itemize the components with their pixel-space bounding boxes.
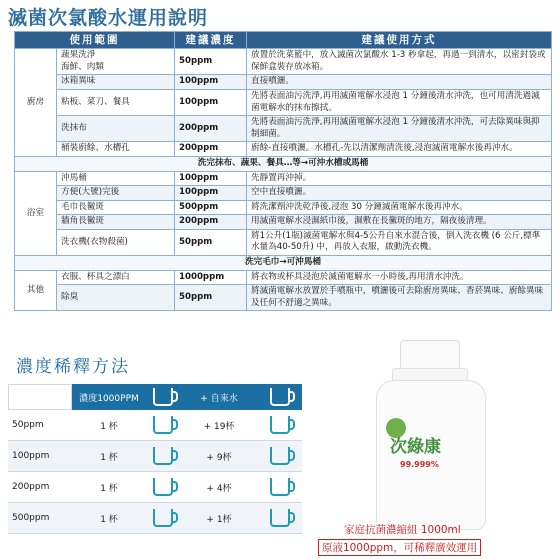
cup-icon xyxy=(153,388,173,406)
category-other: 其他 xyxy=(15,270,57,311)
table-row xyxy=(15,171,552,186)
row-cups: 1 杯 xyxy=(100,514,118,525)
row-ppm: 200ppm xyxy=(12,482,50,492)
product-image xyxy=(304,334,554,559)
header-water: + 自來水 xyxy=(200,393,238,404)
kitchen-note: 洗完抹布、蔬果、餐具…等→可沖水槽或馬桶 xyxy=(15,156,552,171)
row-dose: 100ppm xyxy=(175,171,247,186)
row-dose: 100ppm xyxy=(175,75,247,90)
category-kitchen: 廚房 xyxy=(15,49,57,157)
row-item: 粘板、菜刀、餐具 xyxy=(57,89,175,115)
cup-icon xyxy=(270,478,290,496)
row-item: 蔬果洗淨 海鮮、肉類 xyxy=(57,49,175,75)
row-cups: 1 杯 xyxy=(100,452,118,463)
row-dose: 50ppm xyxy=(175,49,247,75)
product-percent: 99.999% xyxy=(400,460,439,469)
table-row xyxy=(15,200,552,215)
table-row xyxy=(15,89,552,115)
row-dose: 200ppm xyxy=(175,116,247,142)
row-desc: 放置於洗菜籃中，放入滅菌次氯酸水 1-3 秒拿起，再過一到清水，以密封袋或保鮮盒裝存放冰箱。 xyxy=(247,49,552,75)
row-ppm: 100ppm xyxy=(12,451,50,461)
row-desc: 先將表面油污洗淨,再用滅菌電解水浸泡 1 分鐘後清水沖洗，也可用清洗過滅菌電解水的抹布擦拭。 xyxy=(247,89,552,115)
row-water: + 9杯 xyxy=(206,452,232,463)
row-item: 除臭 xyxy=(57,285,175,311)
table-row xyxy=(15,49,552,75)
row-item: 牆角長黴斑 xyxy=(57,215,175,230)
row-item: 洗衣機(衣物殺菌) xyxy=(57,229,175,255)
product-caption: 家庭抗菌濃縮組 1000ml xyxy=(344,524,461,536)
table-note-row xyxy=(15,156,552,171)
cup-icon xyxy=(270,416,290,434)
row-water: + 1杯 xyxy=(206,514,232,525)
header-dose: 建議濃度 xyxy=(175,32,247,49)
table-row xyxy=(8,441,302,472)
table-row xyxy=(8,472,302,503)
row-desc: 將衣物或杯具浸泡於滅菌電解水一小時後,再用清水沖洗。 xyxy=(247,270,552,285)
table-row xyxy=(15,285,552,311)
table-row xyxy=(15,215,552,230)
cup-icon xyxy=(153,478,173,496)
row-item: 洗抹布 xyxy=(57,116,175,142)
dilution-title: 濃度稀釋方法 xyxy=(16,357,130,377)
row-desc: 先靜置再沖掉。 xyxy=(247,171,552,186)
row-item: 桶裝廚餘、水槽孔 xyxy=(57,142,175,157)
table-row xyxy=(15,270,552,285)
row-dose: 500ppm xyxy=(175,200,247,215)
row-desc: 直接噴灑。 xyxy=(247,75,552,90)
table-row xyxy=(15,186,552,201)
row-water: + 19杯 xyxy=(203,421,235,432)
cup-icon xyxy=(270,509,290,527)
bathroom-note: 洗完毛巾→可沖馬桶 xyxy=(15,256,552,271)
table-row xyxy=(15,75,552,90)
row-dose: 200ppm xyxy=(175,215,247,230)
row-desc: 將1公升(1瓶)滅菌電解水與4-5公升自來水混合後，倒入洗衣機 (6 公斤,標準水量為40-50升) 中，再放入衣服，啟動洗衣機。 xyxy=(247,229,552,255)
row-desc: 先將表面油污洗淨,再用滅菌電解水浸泡 1 分鐘後清水沖洗，可去除異味與抑制細菌。 xyxy=(247,116,552,142)
row-water: + 4杯 xyxy=(206,483,232,494)
dilution-table xyxy=(8,384,302,534)
table-row xyxy=(8,503,302,534)
cup-icon xyxy=(270,447,290,465)
row-dose: 50ppm xyxy=(175,285,247,311)
header-method: 建議使用方式 xyxy=(247,32,552,49)
row-ppm: 500ppm xyxy=(12,513,50,523)
row-item: 沖馬桶 xyxy=(57,171,175,186)
row-item: 衣服、杯具之漂白 xyxy=(57,270,175,285)
row-desc: 空中直接噴灑。 xyxy=(247,186,552,201)
cup-icon xyxy=(153,447,173,465)
product-brand: 次綠康 xyxy=(390,437,441,457)
cup-icon xyxy=(153,509,173,527)
row-dose: 200ppm xyxy=(175,142,247,157)
cup-icon xyxy=(270,388,290,406)
row-desc: 廚餘-直接噴灑。水槽孔-先以清潔劑清洗後,浸泡滅菌電解水後再沖水。 xyxy=(247,142,552,157)
table-row xyxy=(15,142,552,157)
row-ppm: 50ppm xyxy=(12,420,44,430)
row-dose: 1000ppm xyxy=(175,270,247,285)
row-desc: 將洗潔劑沖洗乾淨後,浸泡 30 分鐘滅菌電解水後再沖水。 xyxy=(247,200,552,215)
table-row xyxy=(15,116,552,142)
row-item: 冰箱異味 xyxy=(57,75,175,90)
row-dose: 100ppm xyxy=(175,89,247,115)
header-concentrate: 濃度1000PPM xyxy=(79,393,139,404)
table-row xyxy=(8,410,302,441)
row-desc: 用滅菌電解水浸濕紙巾後，濕敷在長黴斑的地方，隔夜後清理。 xyxy=(247,215,552,230)
row-dose: 50ppm xyxy=(175,229,247,255)
usage-table xyxy=(14,31,552,311)
category-bathroom: 浴室 xyxy=(15,171,57,256)
table-note-row xyxy=(15,256,552,271)
row-desc: 將滅菌電解水放置於手噴瓶中，噴灑後可去除廚房異味、香菸異味、廚餘異味及任何不舒適之異味。 xyxy=(247,285,552,311)
row-cups: 1 杯 xyxy=(100,483,118,494)
row-item: 毛巾長黴斑 xyxy=(57,200,175,215)
bottle-cap xyxy=(400,340,460,370)
row-cups: 1 杯 xyxy=(100,421,118,432)
product-caption-boxed: 原液1000ppm，可稀釋廣效運用 xyxy=(318,539,481,556)
cup-icon xyxy=(153,416,173,434)
header-blank xyxy=(8,384,72,410)
header-scope: 使用範圍 xyxy=(15,32,175,49)
dilution-header xyxy=(8,384,302,410)
row-item: 方便(大號)完後 xyxy=(57,186,175,201)
page-title: 滅菌次氯酸水運用說明 xyxy=(8,7,209,29)
table-row xyxy=(15,229,552,255)
row-dose: 100ppm xyxy=(175,186,247,201)
